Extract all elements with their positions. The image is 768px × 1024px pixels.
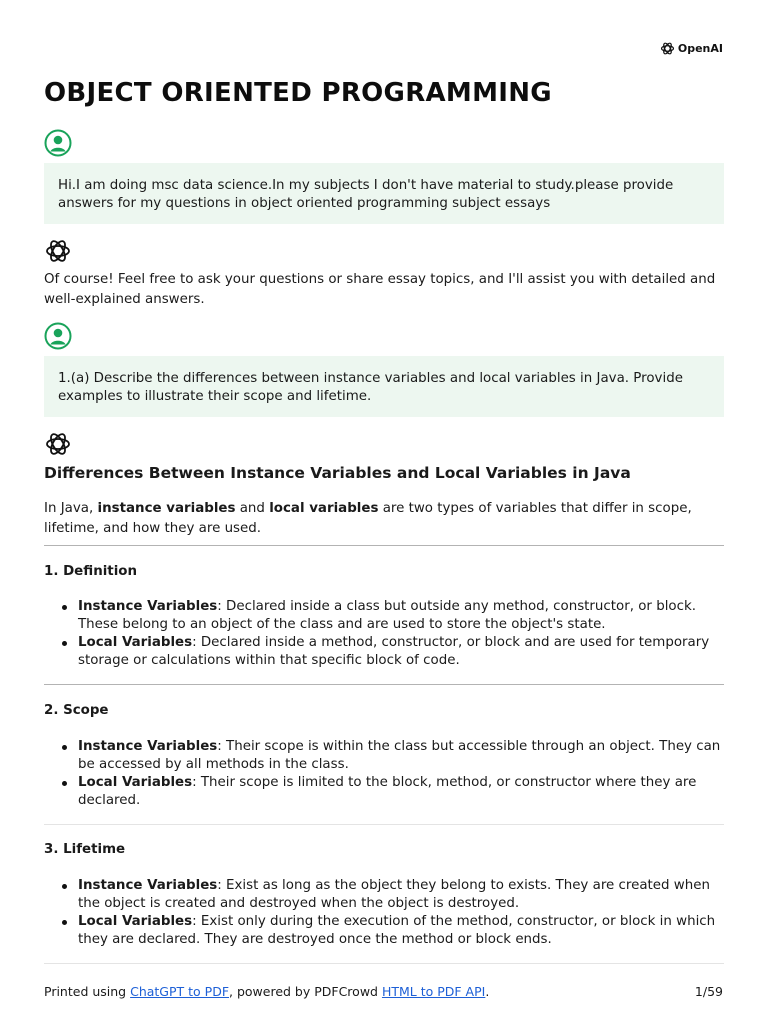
footer-text: Printed using: [44, 984, 131, 999]
footer-credit: [44, 984, 489, 999]
page-title: OBJECT ORIENTED PROGRAMMING: [44, 78, 552, 108]
openai-logo-icon: [44, 430, 72, 458]
item-term: Instance Variables: [78, 878, 218, 893]
item-text: : Their scope is limited to the block, method, or constructor where they are declared.: [78, 775, 697, 808]
item-term: Instance Variables: [78, 739, 218, 754]
intro-text: are two types of variables that differ in scope, lifetime, and how they are used.: [44, 501, 692, 536]
user-avatar-icon: [44, 322, 72, 350]
item-term: Local Variables: [78, 775, 193, 790]
item-term: Local Variables: [78, 914, 193, 929]
divider: [44, 545, 724, 546]
html-to-pdf-api-link[interactable]: HTML to PDF API: [381, 984, 486, 999]
intro-term: instance variables: [97, 501, 236, 516]
footer-text: , powered by PDFCrowd: [229, 984, 382, 999]
item-text: : Their scope is within the class but accessible through an object. They can be accessed by all methods in the class.: [78, 739, 721, 772]
item-term: Local Variables: [78, 635, 193, 650]
divider: [44, 824, 724, 825]
item-text: : Exist only during the execution of the method, constructor, or block in which they are declared. They are destroyed once the method or block ends.: [78, 914, 716, 947]
section-heading: 3. Lifetime: [44, 842, 126, 857]
divider: [44, 963, 724, 964]
section-heading: 2. Scope: [44, 703, 109, 718]
openai-logo-icon: [660, 41, 675, 56]
list-item: [78, 634, 724, 670]
openai-logo-icon: [44, 237, 72, 265]
chatgpt-to-pdf-link[interactable]: ChatGPT to PDF: [130, 984, 230, 999]
list-item: [78, 738, 724, 774]
intro-text: and: [235, 501, 270, 516]
intro-text: In Java,: [44, 501, 98, 516]
bullet-list: [44, 738, 724, 810]
divider: [44, 684, 724, 685]
list-item: [78, 877, 724, 913]
list-item: [78, 598, 724, 634]
list-item: [78, 913, 724, 949]
item-text: : Declared inside a class but outside any method, constructor, or block. These belong to an object of the class and are used to store the object's state.: [78, 599, 696, 632]
user-avatar-icon: [44, 129, 72, 157]
intro-term: local variables: [269, 501, 379, 516]
assistant-message: Of course! Feel free to ask your questions or share essay topics, and I'll assist you with detailed and well-explained answers.: [44, 272, 716, 307]
item-text: : Exist as long as the object they belong to exists. They are created when the object is created and destroyed when the object is destroyed.: [78, 878, 710, 911]
openai-header-logo: [660, 41, 723, 56]
footer-text: .: [485, 984, 490, 999]
user-message: 1.(a) Describe the differences between instance variables and local variables in Java. Provide examples to illustrate their scope and lifetime.: [44, 356, 724, 417]
item-text: : Declared inside a method, constructor, or block and are used for temporary storage or calculations within that specific block of code.: [78, 635, 710, 668]
item-term: Instance Variables: [78, 599, 218, 614]
bullet-list: [44, 877, 724, 949]
user-message: Hi.I am doing msc data science.In my subjects I don't have material to study.please provide answers for my questions in object oriented programming subject essays: [44, 163, 724, 224]
answer-intro: [44, 499, 724, 539]
list-item: [78, 774, 724, 810]
section-heading: 1. Definition: [44, 564, 138, 579]
page-number: 1/59: [694, 984, 723, 999]
answer-heading: Differences Between Instance Variables and Local Variables in Java: [44, 464, 631, 482]
brand-name: OpenAI: [677, 42, 723, 55]
bullet-list: [44, 598, 724, 670]
